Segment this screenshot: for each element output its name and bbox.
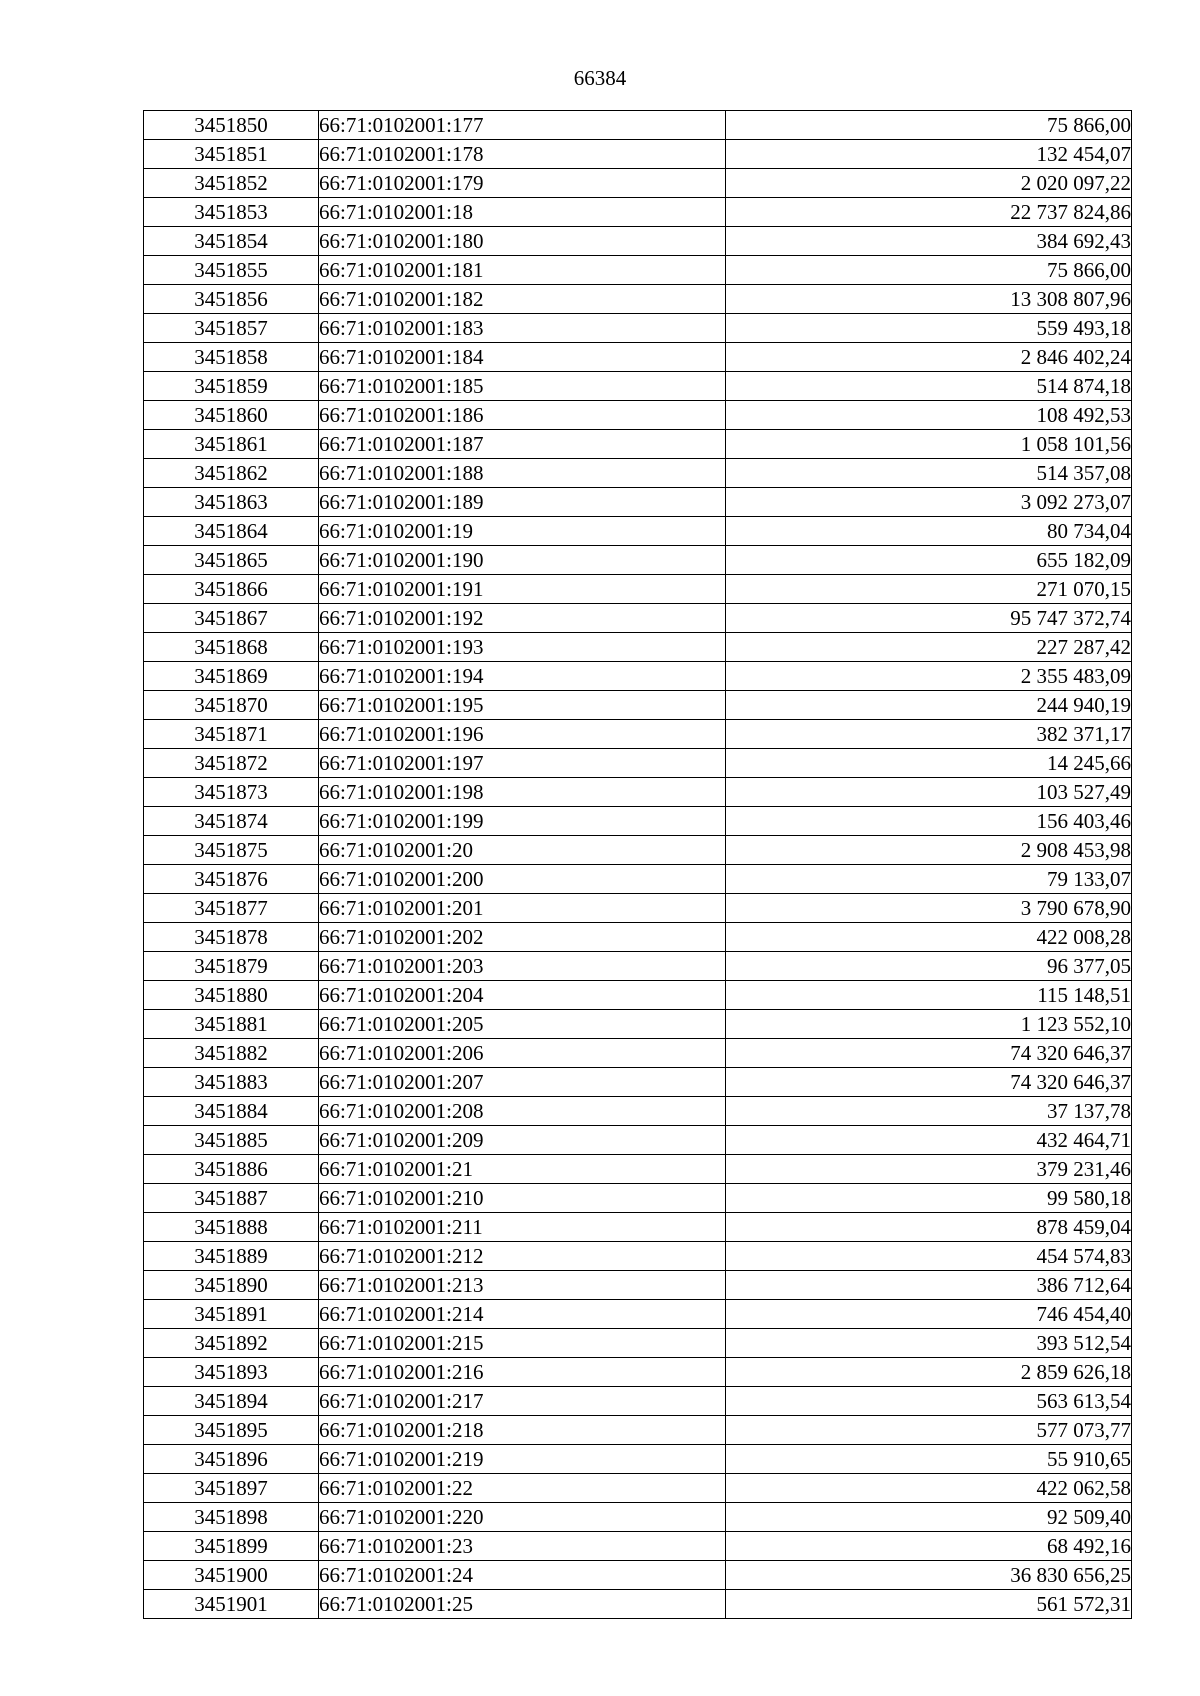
row-id-cell: 3451869	[144, 662, 319, 691]
cadastral-value-cell: 79 133,07	[726, 865, 1132, 894]
table-row	[144, 546, 1132, 575]
cadastral-value-cell: 514 874,18	[726, 372, 1132, 401]
cadastral-number-cell: 66:71:0102001:184	[319, 343, 726, 372]
cadastral-number-cell: 66:71:0102001:199	[319, 807, 726, 836]
row-id-cell: 3451899	[144, 1532, 319, 1561]
table-row	[144, 1242, 1132, 1271]
table-row	[144, 1561, 1132, 1590]
table-row	[144, 720, 1132, 749]
cadastral-number-cell: 66:71:0102001:193	[319, 633, 726, 662]
cadastral-number-cell: 66:71:0102001:197	[319, 749, 726, 778]
table-row	[144, 952, 1132, 981]
row-id-cell: 3451867	[144, 604, 319, 633]
row-id-cell: 3451882	[144, 1039, 319, 1068]
cadastral-value-cell: 561 572,31	[726, 1590, 1132, 1619]
cadastral-number-cell: 66:71:0102001:194	[319, 662, 726, 691]
cadastral-number-cell: 66:71:0102001:177	[319, 111, 726, 140]
table-row	[144, 488, 1132, 517]
table-row	[144, 140, 1132, 169]
cadastral-number-cell: 66:71:0102001:21	[319, 1155, 726, 1184]
cadastral-number-cell: 66:71:0102001:191	[319, 575, 726, 604]
cadastral-number-cell: 66:71:0102001:181	[319, 256, 726, 285]
row-id-cell: 3451853	[144, 198, 319, 227]
cadastral-number-cell: 66:71:0102001:185	[319, 372, 726, 401]
cadastral-number-cell: 66:71:0102001:214	[319, 1300, 726, 1329]
table-row	[144, 517, 1132, 546]
row-id-cell: 3451881	[144, 1010, 319, 1039]
row-id-cell: 3451873	[144, 778, 319, 807]
cadastral-value-cell: 454 574,83	[726, 1242, 1132, 1271]
table-row	[144, 807, 1132, 836]
cadastral-value-cell: 2 859 626,18	[726, 1358, 1132, 1387]
row-id-cell: 3451852	[144, 169, 319, 198]
cadastral-number-cell: 66:71:0102001:218	[319, 1416, 726, 1445]
row-id-cell: 3451892	[144, 1329, 319, 1358]
row-id-cell: 3451865	[144, 546, 319, 575]
row-id-cell: 3451854	[144, 227, 319, 256]
table-row	[144, 198, 1132, 227]
cadastral-value-cell: 878 459,04	[726, 1213, 1132, 1242]
cadastral-value-cell: 74 320 646,37	[726, 1068, 1132, 1097]
cadastral-value-table	[143, 110, 1132, 1619]
cadastral-value-cell: 37 137,78	[726, 1097, 1132, 1126]
row-id-cell: 3451901	[144, 1590, 319, 1619]
cadastral-number-cell: 66:71:0102001:196	[319, 720, 726, 749]
row-id-cell: 3451855	[144, 256, 319, 285]
row-id-cell: 3451893	[144, 1358, 319, 1387]
table-row	[144, 285, 1132, 314]
cadastral-number-cell: 66:71:0102001:215	[319, 1329, 726, 1358]
table-row	[144, 1039, 1132, 1068]
table-row	[144, 1068, 1132, 1097]
table-row	[144, 1387, 1132, 1416]
cadastral-number-cell: 66:71:0102001:216	[319, 1358, 726, 1387]
table-row	[144, 343, 1132, 372]
cadastral-value-cell: 563 613,54	[726, 1387, 1132, 1416]
cadastral-number-cell: 66:71:0102001:178	[319, 140, 726, 169]
cadastral-value-cell: 422 062,58	[726, 1474, 1132, 1503]
row-id-cell: 3451895	[144, 1416, 319, 1445]
cadastral-number-cell: 66:71:0102001:180	[319, 227, 726, 256]
cadastral-number-cell: 66:71:0102001:206	[319, 1039, 726, 1068]
cadastral-value-cell: 132 454,07	[726, 140, 1132, 169]
row-id-cell: 3451872	[144, 749, 319, 778]
row-id-cell: 3451858	[144, 343, 319, 372]
table-row	[144, 575, 1132, 604]
table-row	[144, 1590, 1132, 1619]
cadastral-number-cell: 66:71:0102001:22	[319, 1474, 726, 1503]
cadastral-value-cell: 115 148,51	[726, 981, 1132, 1010]
cadastral-number-cell: 66:71:0102001:187	[319, 430, 726, 459]
cadastral-number-cell: 66:71:0102001:204	[319, 981, 726, 1010]
row-id-cell: 3451880	[144, 981, 319, 1010]
cadastral-number-cell: 66:71:0102001:25	[319, 1590, 726, 1619]
cadastral-number-cell: 66:71:0102001:205	[319, 1010, 726, 1039]
cadastral-number-cell: 66:71:0102001:24	[319, 1561, 726, 1590]
row-id-cell: 3451887	[144, 1184, 319, 1213]
cadastral-value-cell: 746 454,40	[726, 1300, 1132, 1329]
table-row	[144, 1358, 1132, 1387]
row-id-cell: 3451866	[144, 575, 319, 604]
cadastral-value-cell: 271 070,15	[726, 575, 1132, 604]
table-row	[144, 1503, 1132, 1532]
cadastral-number-cell: 66:71:0102001:195	[319, 691, 726, 720]
table-row	[144, 604, 1132, 633]
row-id-cell: 3451898	[144, 1503, 319, 1532]
table-row	[144, 1271, 1132, 1300]
cadastral-value-cell: 422 008,28	[726, 923, 1132, 952]
cadastral-value-cell: 14 245,66	[726, 749, 1132, 778]
page-number: 66384	[573, 66, 627, 90]
row-id-cell: 3451883	[144, 1068, 319, 1097]
cadastral-value-cell: 382 371,17	[726, 720, 1132, 749]
row-id-cell: 3451871	[144, 720, 319, 749]
cadastral-value-cell: 156 403,46	[726, 807, 1132, 836]
row-id-cell: 3451864	[144, 517, 319, 546]
table-row	[144, 1474, 1132, 1503]
row-id-cell: 3451875	[144, 836, 319, 865]
cadastral-number-cell: 66:71:0102001:213	[319, 1271, 726, 1300]
cadastral-value-cell: 655 182,09	[726, 546, 1132, 575]
table-row	[144, 1213, 1132, 1242]
table-row	[144, 1097, 1132, 1126]
cadastral-value-cell: 514 357,08	[726, 459, 1132, 488]
cadastral-number-cell: 66:71:0102001:20	[319, 836, 726, 865]
table-row	[144, 256, 1132, 285]
cadastral-number-cell: 66:71:0102001:202	[319, 923, 726, 952]
table-row	[144, 1300, 1132, 1329]
cadastral-value-cell: 55 910,65	[726, 1445, 1132, 1474]
cadastral-number-cell: 66:71:0102001:207	[319, 1068, 726, 1097]
cadastral-value-cell: 393 512,54	[726, 1329, 1132, 1358]
table-row	[144, 1184, 1132, 1213]
row-id-cell: 3451851	[144, 140, 319, 169]
cadastral-value-cell: 80 734,04	[726, 517, 1132, 546]
table-row	[144, 401, 1132, 430]
cadastral-value-cell: 2 846 402,24	[726, 343, 1132, 372]
cadastral-value-cell: 75 866,00	[726, 256, 1132, 285]
cadastral-value-cell: 75 866,00	[726, 111, 1132, 140]
row-id-cell: 3451861	[144, 430, 319, 459]
row-id-cell: 3451896	[144, 1445, 319, 1474]
cadastral-number-cell: 66:71:0102001:19	[319, 517, 726, 546]
row-id-cell: 3451876	[144, 865, 319, 894]
cadastral-value-cell: 244 940,19	[726, 691, 1132, 720]
table-row	[144, 1155, 1132, 1184]
row-id-cell: 3451862	[144, 459, 319, 488]
table-row	[144, 1010, 1132, 1039]
table-row	[144, 865, 1132, 894]
cadastral-value-cell: 96 377,05	[726, 952, 1132, 981]
cadastral-number-cell: 66:71:0102001:212	[319, 1242, 726, 1271]
cadastral-value-cell: 1 058 101,56	[726, 430, 1132, 459]
row-id-cell: 3451885	[144, 1126, 319, 1155]
table-row	[144, 372, 1132, 401]
row-id-cell: 3451879	[144, 952, 319, 981]
cadastral-number-cell: 66:71:0102001:201	[319, 894, 726, 923]
table-row	[144, 1445, 1132, 1474]
cadastral-number-cell: 66:71:0102001:203	[319, 952, 726, 981]
table-row	[144, 836, 1132, 865]
table-row	[144, 981, 1132, 1010]
row-id-cell: 3451856	[144, 285, 319, 314]
cadastral-value-cell: 92 509,40	[726, 1503, 1132, 1532]
cadastral-number-cell: 66:71:0102001:182	[319, 285, 726, 314]
table-row	[144, 430, 1132, 459]
row-id-cell: 3451860	[144, 401, 319, 430]
cadastral-number-cell: 66:71:0102001:192	[319, 604, 726, 633]
cadastral-number-cell: 66:71:0102001:200	[319, 865, 726, 894]
table-body	[144, 111, 1132, 1619]
row-id-cell: 3451857	[144, 314, 319, 343]
cadastral-value-cell: 2 355 483,09	[726, 662, 1132, 691]
table-row	[144, 894, 1132, 923]
cadastral-value-cell: 384 692,43	[726, 227, 1132, 256]
cadastral-number-cell: 66:71:0102001:219	[319, 1445, 726, 1474]
table-row	[144, 691, 1132, 720]
table-row	[144, 633, 1132, 662]
cadastral-number-cell: 66:71:0102001:211	[319, 1213, 726, 1242]
row-id-cell: 3451889	[144, 1242, 319, 1271]
cadastral-number-cell: 66:71:0102001:208	[319, 1097, 726, 1126]
cadastral-number-cell: 66:71:0102001:179	[319, 169, 726, 198]
row-id-cell: 3451863	[144, 488, 319, 517]
cadastral-number-cell: 66:71:0102001:190	[319, 546, 726, 575]
cadastral-value-cell: 108 492,53	[726, 401, 1132, 430]
cadastral-value-cell: 3 092 273,07	[726, 488, 1132, 517]
row-id-cell: 3451877	[144, 894, 319, 923]
cadastral-number-cell: 66:71:0102001:186	[319, 401, 726, 430]
cadastral-value-cell: 68 492,16	[726, 1532, 1132, 1561]
row-id-cell: 3451878	[144, 923, 319, 952]
table-row	[144, 749, 1132, 778]
row-id-cell: 3451886	[144, 1155, 319, 1184]
cadastral-value-cell: 2 020 097,22	[726, 169, 1132, 198]
table-row	[144, 1126, 1132, 1155]
table-row	[144, 1329, 1132, 1358]
table-row	[144, 169, 1132, 198]
cadastral-number-cell: 66:71:0102001:210	[319, 1184, 726, 1213]
row-id-cell: 3451888	[144, 1213, 319, 1242]
cadastral-number-cell: 66:71:0102001:189	[319, 488, 726, 517]
cadastral-number-cell: 66:71:0102001:188	[319, 459, 726, 488]
table-row	[144, 778, 1132, 807]
cadastral-value-cell: 99 580,18	[726, 1184, 1132, 1213]
cadastral-value-cell: 227 287,42	[726, 633, 1132, 662]
table-row	[144, 111, 1132, 140]
cadastral-value-cell: 432 464,71	[726, 1126, 1132, 1155]
cadastral-value-cell: 74 320 646,37	[726, 1039, 1132, 1068]
row-id-cell: 3451870	[144, 691, 319, 720]
cadastral-value-cell: 379 231,46	[726, 1155, 1132, 1184]
cadastral-number-cell: 66:71:0102001:209	[319, 1126, 726, 1155]
row-id-cell: 3451900	[144, 1561, 319, 1590]
table-row	[144, 314, 1132, 343]
cadastral-number-cell: 66:71:0102001:198	[319, 778, 726, 807]
row-id-cell: 3451859	[144, 372, 319, 401]
cadastral-number-cell: 66:71:0102001:220	[319, 1503, 726, 1532]
cadastral-value-cell: 13 308 807,96	[726, 285, 1132, 314]
table-row	[144, 1416, 1132, 1445]
cadastral-value-cell: 386 712,64	[726, 1271, 1132, 1300]
cadastral-value-cell: 1 123 552,10	[726, 1010, 1132, 1039]
row-id-cell: 3451868	[144, 633, 319, 662]
cadastral-value-cell: 22 737 824,86	[726, 198, 1132, 227]
row-id-cell: 3451891	[144, 1300, 319, 1329]
row-id-cell: 3451850	[144, 111, 319, 140]
cadastral-value-cell: 2 908 453,98	[726, 836, 1132, 865]
table-row	[144, 459, 1132, 488]
cadastral-value-cell: 3 790 678,90	[726, 894, 1132, 923]
cadastral-value-cell: 36 830 656,25	[726, 1561, 1132, 1590]
cadastral-value-cell: 95 747 372,74	[726, 604, 1132, 633]
cadastral-value-cell: 103 527,49	[726, 778, 1132, 807]
row-id-cell: 3451894	[144, 1387, 319, 1416]
table-row	[144, 227, 1132, 256]
cadastral-number-cell: 66:71:0102001:217	[319, 1387, 726, 1416]
row-id-cell: 3451890	[144, 1271, 319, 1300]
table-row	[144, 923, 1132, 952]
table-row	[144, 662, 1132, 691]
row-id-cell: 3451884	[144, 1097, 319, 1126]
row-id-cell: 3451874	[144, 807, 319, 836]
cadastral-number-cell: 66:71:0102001:183	[319, 314, 726, 343]
cadastral-number-cell: 66:71:0102001:18	[319, 198, 726, 227]
row-id-cell: 3451897	[144, 1474, 319, 1503]
table-row	[144, 1532, 1132, 1561]
cadastral-value-cell: 577 073,77	[726, 1416, 1132, 1445]
cadastral-number-cell: 66:71:0102001:23	[319, 1532, 726, 1561]
cadastral-value-cell: 559 493,18	[726, 314, 1132, 343]
